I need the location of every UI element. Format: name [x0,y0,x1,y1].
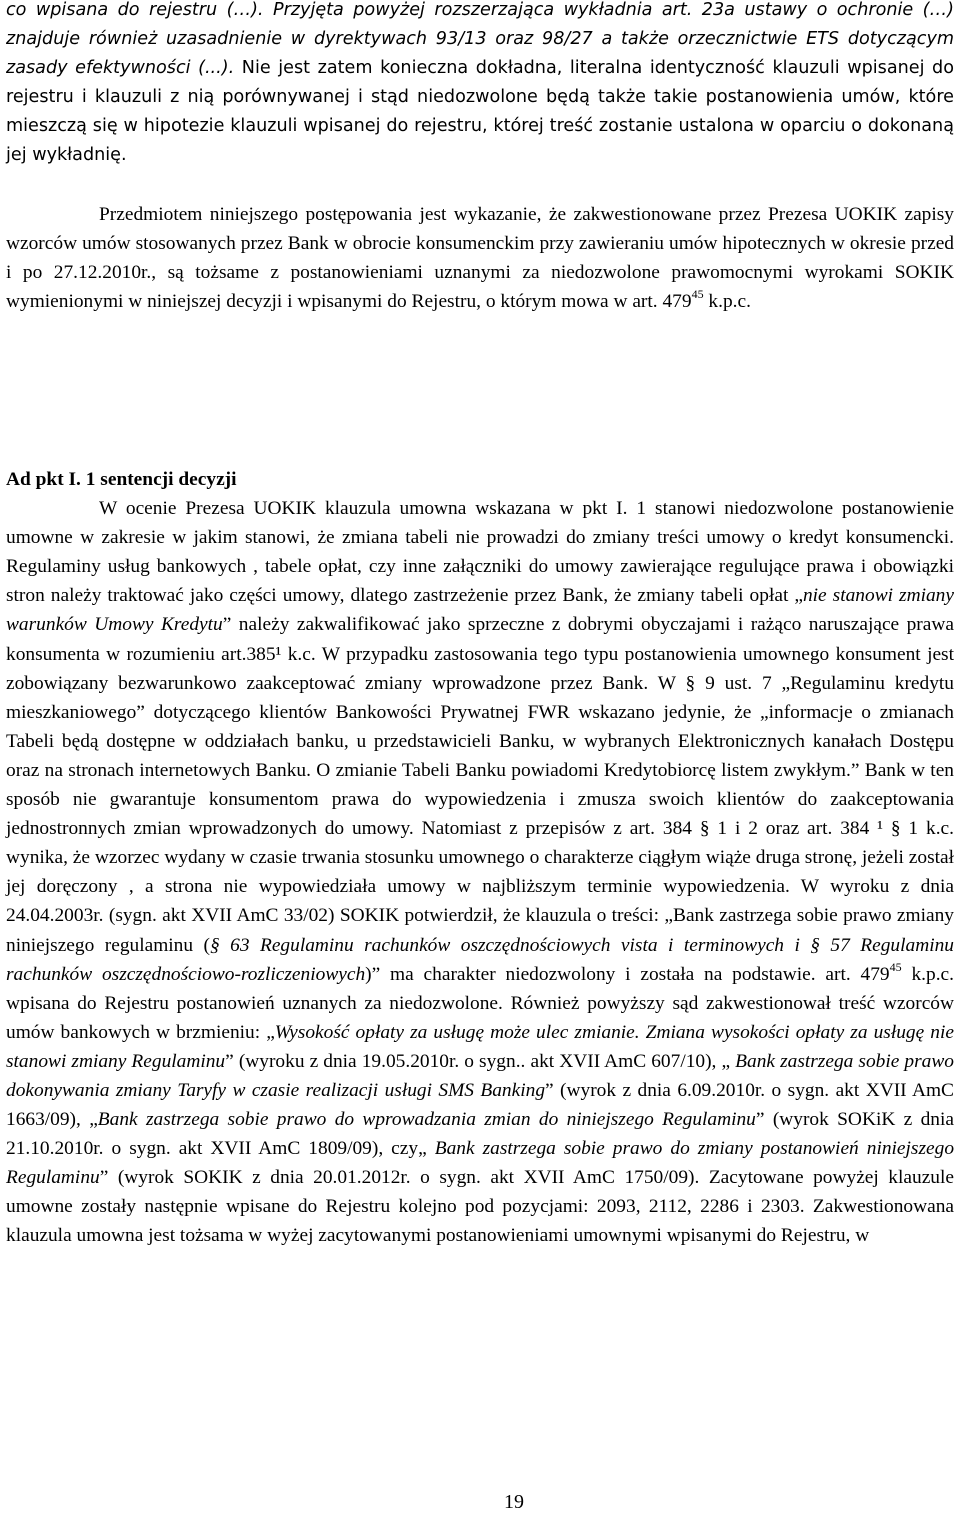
quoted-text: § 63 Regulaminu rachunków oszczędnościowych vista i terminowych i § 57 Regulaminu rachunków oszczędnościowo-rozliczeniowych [6,934,954,985]
section-text: ” (wyrok SOKiK z dnia 21.10.2010r. o sygn. akt XVII AmC 1809/09), czy„ [6,1109,954,1160]
quoted-text: Bank zastrzega sobie prawo dokonywania zmiany Taryfy w czasie realizacji usługi SMS Banking [6,1050,954,1101]
quoted-text: co wpisana do rejestru (…). Przyjęta powyżej rozszerzająca wykładnia art. 23a ustawy o ochronie (…) znajduje również uzasadnienie w dyrektywach 93/13 oraz 98/27 a także orzecznictwie ETS dotyczącym zasady efektywności (...). [6,0,954,78]
paragraph-text: Nie jest zatem konieczna dokładna, literalna identyczność klauzuli wpisanej do rejestru i klauzuli z nią porównywanej i stąd niedozwolone będą także takie postanowienia umów, które mieszczą się w hipotezie klauzuli wpisanej do rejestru, której treść zostanie ustalona w oparciu o dokonaną jej wykładnię. [6,58,954,165]
paragraph-subject [6,200,954,316]
quoted-text: Bank zastrzega sobie prawo do zmiany postanowień niniejszego Regulaminu [6,1138,955,1189]
section-text: ” (wyrok SOKIK z dnia 20.01.2012r. o sygn. akt XVII AmC 1750/09). Zacytowane powyżej klauzule umowne zostały następnie wpisane do Rejestru kolejno pod pozycjami: 2093, 2112, 2286 i 2303. Zakwestionowana klauzula umowna jest tożsama w wyżej zacytowanymi postanowieniami umownymi wpisanymi do Rejestru, w [6,1167,954,1247]
quoted-text: Wysokość opłaty za usługę może ulec zmianie. Zmiana wysokości opłaty za usługę nie stanowi zmiany Regulaminu [6,1021,954,1072]
section-ad-pkt-1 [6,465,954,1251]
quoted-text: nie stanowi zmiany warunków Umowy Kredytu [6,585,954,636]
superscript: 45 [691,287,704,302]
section-text: ” należy zakwalifikować jako sprzeczne z dobrymi obyczajami i rażąco naruszające prawa konsumenta w rozumieniu art.385¹ k.c. W przypadku zastosowania tego typu postanowienia umownego konsument jest zobowiązany bezwarunkowo zaakceptować zmiany wprowadzone przez Bank. W § 9 ust. 7 „Regulaminu kredytu mieszkaniowego” dotyczącego klientów Bankowości Prywatnej FWR wskazano jedynie, że „informacje o zmianach Tabeli będą dostępne w oddziałach banku, u przedstawicieli Banku, w wybranych Elektronicznych kanałach Dostępu oraz na stronach internetowych Banku. O zmianie Tabeli Banku powiadomi Kredytobiorcę listem zwykłym.” Bank w ten sposób nie gwarantuje konsumentom prawa do wypowiedzenia i zmusza swoich klientów do zaakceptowania jednostronnych zmian wprowadzonych do umowy. Natomiast z przepisów z art. 384 § 1 i 2 oraz art. 384 ¹ § 1 k.c. wynika, że wzorzec wydany w czasie trwania stosunku umownego o charakterze ciągłym wiąże druga stronę, jeżeli został jej doręczony , a strona nie wypowiedziała umowy w najbliższym terminie wypowiedzenia. W wyroku z dnia 24.04.2003r. (sygn. akt XVII AmC 33/02) SOKIK potwierdził, że klauzula o treści: „Bank zastrzega sobie prawo zmiany niniejszego regulaminu ( [6,614,954,956]
section-text: )” ma charakter niedozwolony i została na podstawie. art. 479 [365,963,890,985]
section-text: k.p.c. wpisana do Rejestru postanowień uznanych za niedozwolone. Również powyższy sąd zakwestionował treść wzorców umów bankowych w brzmieniu: „ [6,963,954,1043]
paragraph-text-end: k.p.c. [703,291,751,313]
section-text: ” (wyroku z dnia 19.05.2010r. o sygn.. akt XVII AmC 607/10), „ [225,1050,736,1072]
document-page [6,0,954,1521]
section-heading: Ad pkt I. 1 sentencji decyzji [6,469,237,490]
section-text: ” (wyrok z dnia 6.09.2010r. o sygn. akt XVII AmC 1663/09), „ [6,1079,954,1131]
paragraph-text: Przedmiotem niniejszego postępowania jest wykazanie, że zakwestionowane przez Prezesa UOKIK zapisy wzorców umów stosowanych przez Bank w obrocie konsumenckim przy zawieraniu umów hipotecznych w okresie przed i po 27.12.2010r., są tożsame z postanowieniami uznanymi za niedozwolone prawomocnymi wyrokami SOKIK wymienionymi w niniejszej decyzji i wpisanymi do Rejestru, o którym mowa w art. 479 [6,204,954,313]
superscript: 45 [889,959,902,974]
quoted-text: Bank zastrzega sobie prawo do wprowadzania zmian do niniejszego Regulaminu [97,1109,756,1131]
paragraph-quote-continuation [6,0,954,170]
section-text: W ocenie Prezesa UOKIK klauzula umowna wskazana w pkt I. 1 stanowi niedozwolone postanowienie umowne w zakresie w jakim stanowi, że zmiana tabeli nie prowadzi do zmiany treści umowy o kredyt konsumencki. Regulaminy usług bankowych , tabele opłat, czy inne załączniki do umowy zawierające regulujące prawa i obowiązki stron należy traktować jako części umowy, dlatego zastrzeżenie przez Bank, że zmiany tabeli opłat „ [6,498,954,607]
page-number: 19 [504,1491,524,1513]
